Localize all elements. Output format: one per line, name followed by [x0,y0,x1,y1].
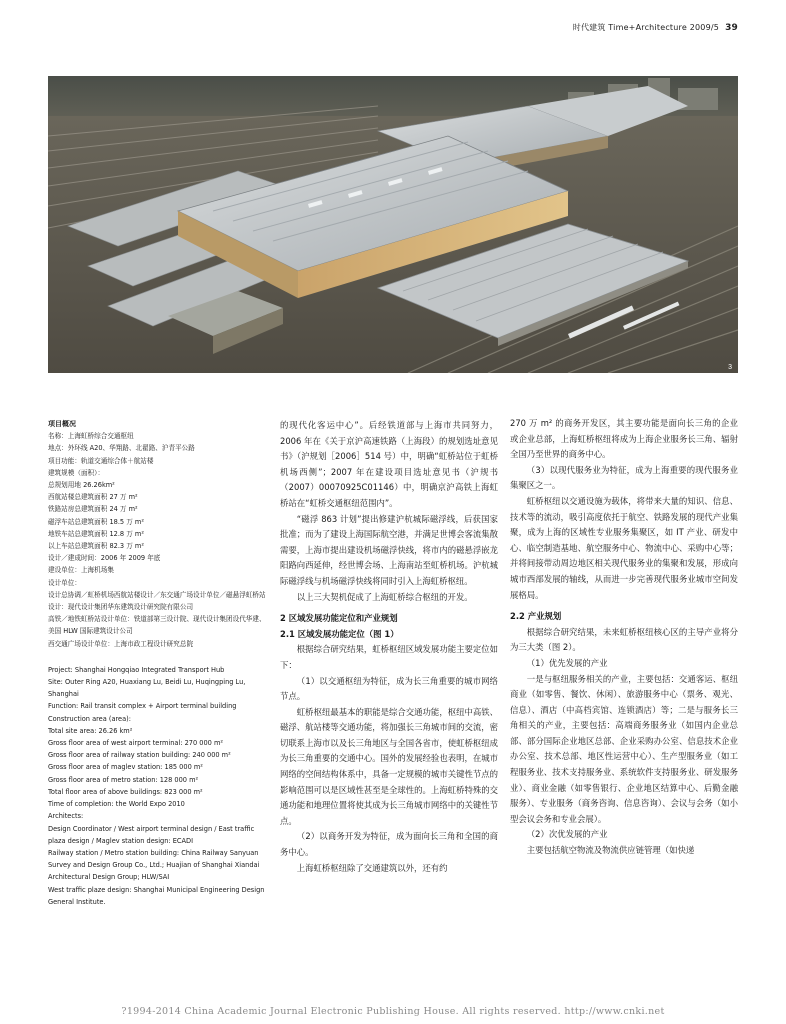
paragraph: 虹桥枢纽最基本的职能是综合交通功能，枢纽中高铁、磁浮、航站楼等交通功能，将加强长三角城市间的交流，密切联系上海市以及长三角地区与全国各省市，使虹桥枢纽成为长三角重要的交通中心。国外的发展经验也表明，在城市网络的空间结构体系中，具备一定规模的城市关键性节点的影响范围可以是区域性甚至是全球性的。上海虹桥特殊的交通功能和地理位置将使其成为长三角城市网络中的关键性节点。 [280,706,498,826]
project-info-cn [48,430,268,650]
en-line: Total site area: 26.26 km² [48,726,133,735]
page-number: 39 [725,23,738,33]
cn-line: 设计单位： [48,578,81,587]
en-line: Construction area (area): [48,714,131,723]
en-line: Gross floor area of metro station: 128 000 m² [48,775,199,784]
project-info-title: 项目概况 [48,420,76,428]
cn-line: 以上车站总建筑面积 82.3 万 m² [48,542,144,551]
paragraph: （2）次优发展的产业 [526,829,608,840]
paragraph: （2）以商务开发为特征，成为面向长三角和全国的商务中心。 [280,831,498,858]
paragraph: 虹桥枢纽以交通设施为载体，将带来大量的知识、信息、技术等的流动，吸引高度依托于航空、铁路发展的现代产业集聚，成为上海的区域性专业服务集聚区，如 IT 产业、研发中心、临空制造基地、航空服务中心、物流中心、采购中心等；并将间接带动周边地区相关现代服务业的集聚和发展，形成向城市西部发展的轴线，从而进一步完善现代服务业城市空间发展格局。 [510,495,738,600]
cn-line: 建设单位：上海机场集 [48,566,114,575]
en-line: Time of completion: the World Expo 2010 [48,800,185,809]
paragraph: 270 万 m² 的商务开发区，其主要功能是面向长三角的企业或企业总部，上海虹桥枢纽将成为上海企业服务长三角、辐射全国乃至世界的商务中心。 [510,418,738,460]
paragraph: （3）以现代服务业为特征，成为上海重要的现代服务业集聚区之一。 [510,464,738,491]
running-header [573,22,738,33]
cn-line: 磁浮车站总建筑面积 18.5 万 m² [48,517,144,526]
en-line: Design Coordinator / West airport terminal design / East traffic plaza design / Maglev station design: ECADI [48,824,255,845]
en-line: West traffic plaze design: Shanghai Municipal Engineering Design General Institute. [48,885,265,906]
cn-line: 铁路站房总建筑面积 24 万 m² [48,505,138,514]
paragraph: 的现代化客运中心”。后经铁道部与上海市共同努力，2006 年在《关于京沪高速铁路（上海段）的规划选址意见书》（沪规划［2006］514 号）中，明确“虹桥站位于虹桥机场西侧”；2007 年在建设项目选址意见书（沪规书（2007）00070925C01146）中，明确京沪高铁上海虹桥站在“虹桥交通枢纽范围内”。 [280,420,498,508]
en-line: Gross floor area of railway station building: 240 000 m² [48,751,231,760]
paragraph: 上海虹桥枢纽除了交通建筑以外，还有约 [296,862,448,873]
aerial-photo-hongqiao-hub [48,76,738,373]
cn-line: 项目功能：轨道交通综合体＋航站楼 [48,456,154,465]
project-info-en [48,664,268,908]
figure-number: 3 [728,364,732,371]
cn-line: 西交通广场设计单位：上海市政工程设计研究总院 [48,639,194,648]
paragraph: 主要包括航空物流及物流供应链管理（如快递 [526,845,695,856]
cn-line: 西航站楼总建筑面积 27 万 m² [48,493,138,502]
paragraph: 一是与枢纽服务相关的产业，主要包括：交通客运、枢纽商业（如零售、餐饮、休闲）、旅游服务中心（票务、观光、信息）、酒店（中高档宾馆、连锁酒店）等；二是与服务长三角相关的产业，主要包括：高端商务服务业（如国内企业总部、部分国际企业地区总部、企业采购办公室、信息技术企业办公室、技术总部、地区性运营中心）、生产型服务业（如工程服务业、技术支持服务业、系统软件支持服务业、研发服务业）、商业金融（如零售银行、企业地区结算中心、后勤金融服务）、专业服务（商务咨询、信息咨询）、会议与会务（如小型会议会务和专业会展）。 [510,673,738,824]
en-line: Function: Rail transit complex + Airport terminal building [48,702,237,711]
subsection-heading: 2.2 产业规划 [510,611,562,622]
cn-line: 地点：外环线 A20、华翔路、北翟路、沪青平公路 [48,444,195,453]
subsection-heading: 2.1 区域发展功能定位（图 1） [280,628,399,639]
en-line: Total floor area of above buildings: 823 000 m² [48,787,203,796]
paragraph: “磁浮 863 计划”提出修建沪杭城际磁浮线，后获国家批准；而为了建设上海国际航空港，并满足世博会客流集散需要，上海市提出建设机场磁浮快线，将市内的磁悬浮嵌龙阳路向西延伸，经世博会场、上海南站至虹桥机场。沪杭城际磁浮线与机场磁浮快线将同时引入上海虹桥枢纽。 [280,513,498,586]
en-line: Project: Shanghai Hongqiao Integrated Transport Hub [48,665,225,674]
journal-name: 时代建筑 Time+Architecture 2009/5 [572,23,720,32]
cn-line: 总规划用地 26.26km² [48,481,115,490]
paragraph: 以上三大契机促成了上海虹桥综合枢纽的开发。 [296,591,473,602]
cn-line: 设计总协调／虹桥机场西航站楼设计／东交通广场设计单位／磁悬浮虹桥站设计：现代设计集团华东建筑设计研究院有限公司 [48,590,266,612]
cn-line: 建筑规模（面积）： [48,468,105,477]
en-line: Gross floor area of maglev station: 185 000 m² [48,763,203,772]
aerial-photo-illustration [48,76,738,373]
cn-line: 高铁／地铁虹桥站设计单位：铁道部第三设计院、现代设计集团设代华建、美国 HLW 国际建筑设计公司 [48,615,266,636]
en-line: Architects: [48,812,84,821]
section-heading: 2 区域发展功能定位和产业规划 [280,613,398,624]
cn-line: 地铁车站总建筑面积 12.8 万 m² [48,529,144,538]
paragraph: （1）以交通枢纽为特征，成为长三角重要的城市网络节点。 [280,675,498,702]
copyright-footer: ?1994-2014 China Academic Journal Electronic Publishing House. All rights reserved. http://www.cnki.net [121,1006,665,1017]
cn-line: 名称：上海虹桥综合交通枢纽 [48,432,134,441]
cn-line: 设计／建成时间：2006 年 2009 年底 [48,554,161,563]
en-line: Gross floor area of west airport terminal: 270 000 m² [48,739,224,748]
project-info-column [48,418,268,908]
en-line: Railway station / Metro station building: China Railway Sanyuan Survey and Design Group Co., Ltd.; Huajian of Shanghai Xiandai Architectural Design Group; HLW/SAI [48,848,260,882]
paragraph: （1）优先发展的产业 [526,657,608,668]
body-column-3 [510,416,738,859]
paragraph: 根据综合研究结果，虹桥枢纽区域发展功能主要定位如下： [280,644,498,670]
paragraph: 根据综合研究结果，未来虹桥枢纽核心区的主导产业将分为三大类（图 2）。 [510,626,738,653]
body-column-2 [280,418,498,876]
en-line: Site: Outer Ring A20, Huaxiang Lu, Beidi Lu, Huqingping Lu, Shanghai [48,678,246,699]
